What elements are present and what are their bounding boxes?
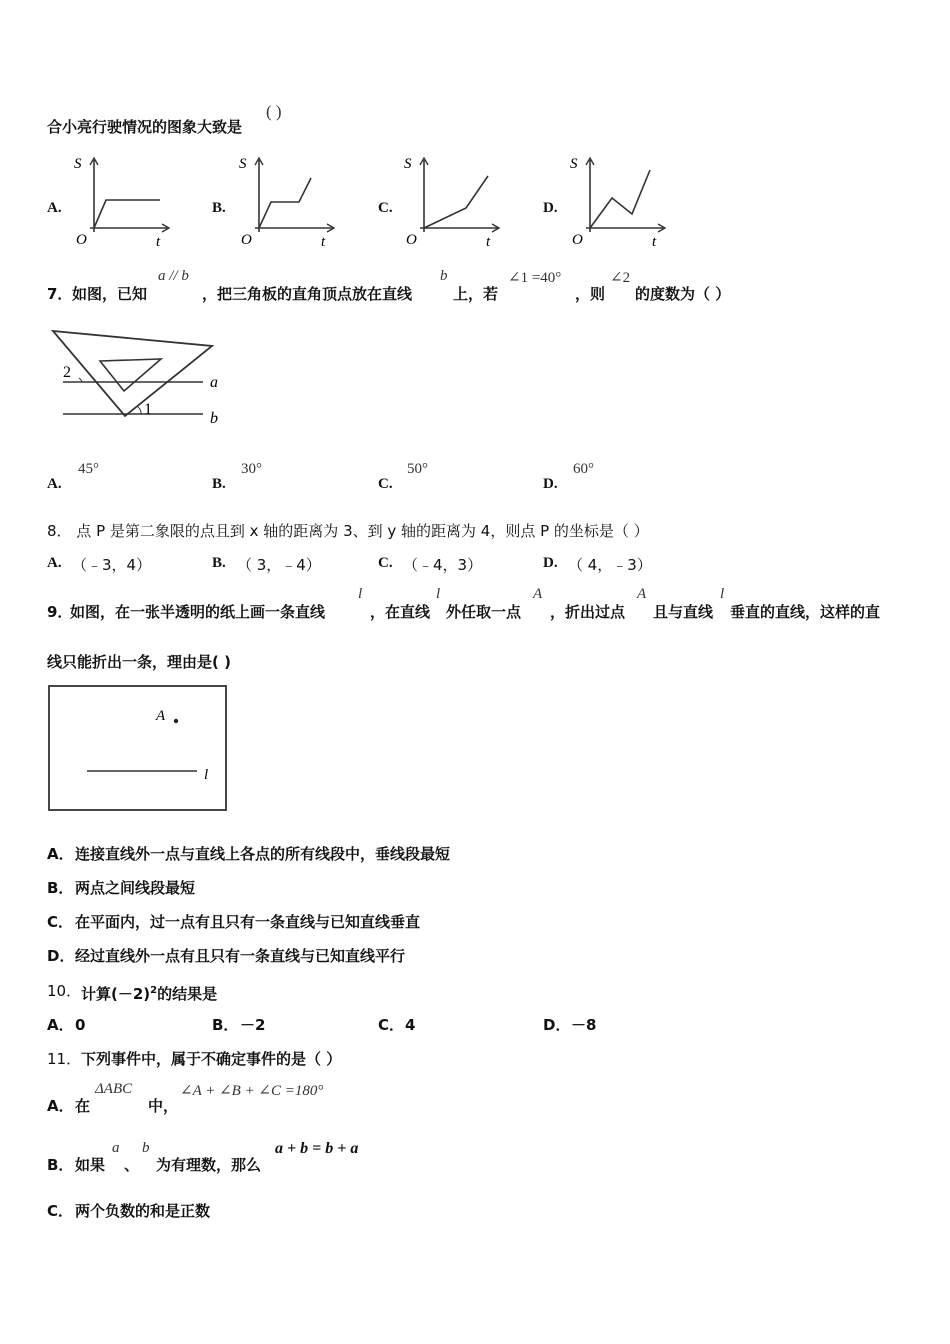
q10-option-a-value: 0 — [75, 1016, 86, 1034]
q10-text-2: 的结果是 — [157, 985, 218, 1003]
q10-option-a-label[interactable]: A． — [47, 1016, 74, 1034]
q7-math-b: b — [440, 268, 448, 284]
q10-exponent: 2 — [150, 985, 158, 996]
line-l-label: l — [204, 767, 209, 783]
q7-text-1: 如图，已知 — [72, 285, 148, 303]
q9-option-a-label[interactable]: A． — [47, 845, 74, 863]
q7-option-a-value: 45° — [78, 461, 99, 477]
graph-line — [590, 170, 650, 228]
q7-text-4: ，则 — [575, 285, 606, 303]
line-b-label: b — [210, 410, 218, 427]
q9-text-2: ，在直线 — [370, 603, 431, 621]
q11-option-b-math-a: a — [112, 1140, 120, 1156]
q6-option-a-label[interactable]: A. — [47, 200, 62, 216]
q10-option-d-label[interactable]: D． — [543, 1016, 571, 1034]
q11-stem: 下列事件中，属于不确定事件的是（ ） — [81, 1050, 342, 1068]
q6-graph-b — [235, 150, 345, 250]
q9-option-c-label[interactable]: C． — [47, 913, 74, 931]
origin-label: O — [241, 232, 252, 248]
q8-option-d-label[interactable]: D. — [543, 555, 558, 571]
origin-label: O — [572, 232, 583, 248]
q9-text-4: ，折出过点 — [550, 603, 626, 621]
q9-text-6: 垂直的直线，这样的直 — [730, 603, 881, 621]
axis-s-label: S — [570, 156, 578, 172]
q9-text-1: 如图，在一张半透明的纸上画一条直线 — [70, 603, 326, 621]
q8-option-b-label[interactable]: B. — [212, 555, 226, 571]
q9-math-l-3: l — [720, 586, 725, 602]
paper-rect — [49, 686, 226, 810]
q6-graph-c — [400, 150, 510, 250]
q11-option-b-math-commutative: a + b = b + a — [275, 1140, 359, 1157]
q9-option-b-text: 两点之间线段最短 — [75, 879, 196, 897]
q10-option-d-value: －8 — [571, 1016, 597, 1034]
q10-option-c-value: 4 — [405, 1016, 416, 1034]
q11-option-b-label[interactable]: B． — [47, 1156, 74, 1174]
q10-text-1: 计算(－2) — [81, 985, 151, 1003]
q7-math-a-parallel-b: a // b — [158, 268, 189, 284]
q6-graph-d — [566, 150, 676, 250]
q7-option-d-value: 60° — [573, 461, 594, 477]
q11-option-a-text-1: 在 — [75, 1097, 91, 1115]
axis-s-label: S — [74, 156, 82, 172]
axis-s-label: S — [404, 156, 412, 172]
angle1-arc — [138, 407, 141, 414]
q9-math-a-1: A — [533, 586, 543, 602]
axis-s-label: S — [239, 156, 247, 172]
q7-text-3: 上，若 — [453, 285, 499, 303]
q7-text-5: 的度数为（ ） — [635, 285, 731, 303]
q8-option-c-label[interactable]: C. — [378, 555, 393, 571]
q9-math-a-2: A — [637, 586, 647, 602]
triangle-ruler-inner — [100, 359, 161, 391]
q11-option-b-text-2: 、 — [124, 1156, 140, 1174]
q11-option-a-math-triangle: ΔABC — [95, 1081, 133, 1097]
q9-option-c-text: 在平面内，过一点有且只有一条直线与已知直线垂直 — [75, 913, 421, 931]
q9-text-3: 外任取一点 — [446, 603, 522, 621]
q9-number: 9． — [47, 603, 73, 621]
line-a-label: a — [210, 374, 218, 391]
q11-option-c-label[interactable]: C． — [47, 1202, 74, 1220]
q6-option-d-label[interactable]: D. — [543, 200, 558, 216]
triangle-ruler-outer — [53, 331, 212, 416]
q7-option-b-label[interactable]: B. — [212, 476, 226, 492]
axis-t-label: t — [321, 234, 326, 250]
q9-option-d-text: 经过直线外一点有且只有一条直线与已知直线平行 — [75, 947, 406, 965]
graph-line — [94, 200, 160, 228]
q10-option-b-value: －2 — [240, 1016, 266, 1034]
q7-option-c-label[interactable]: C. — [378, 476, 393, 492]
point-a — [174, 719, 178, 723]
q9-figure — [45, 683, 235, 815]
q6-graph-a — [70, 150, 180, 250]
q11-option-a-label[interactable]: A． — [47, 1097, 74, 1115]
q8-option-c-value: （﹣4，3） — [403, 556, 483, 574]
q6-option-b-label[interactable]: B. — [212, 200, 226, 216]
q7-text-2: ，把三角板的直角顶点放在直线 — [202, 285, 413, 303]
q9-text-5: 且与直线 — [653, 603, 714, 621]
q11-option-c-text: 两个负数的和是正数 — [75, 1202, 211, 1220]
origin-label: O — [76, 232, 87, 248]
q11-option-b-text-1: 如果 — [75, 1156, 106, 1174]
q9-math-l-1: l — [358, 586, 363, 602]
q7-number: 7． — [47, 285, 73, 303]
angle2-label: 2 — [63, 364, 71, 381]
q9-option-b-label[interactable]: B． — [47, 879, 74, 897]
q6-stem: 合小亮行驶情况的图象大致是 — [47, 118, 243, 136]
q7-option-d-label[interactable]: D. — [543, 476, 558, 492]
q7-option-c-value: 50° — [407, 461, 428, 477]
q7-option-a-label[interactable]: A. — [47, 476, 62, 492]
q8-option-a-value: （﹣3，4） — [72, 556, 152, 574]
q7-math-angle2: ∠2 — [610, 270, 631, 286]
q11-option-b-text-3: 为有理数，那么 — [156, 1156, 262, 1174]
q7-figure — [45, 325, 245, 435]
q11-number: 11． — [47, 1050, 82, 1068]
q8-stem: 8． 点 P 是第二象限的点且到 x 轴的距离为 3、到 y 轴的距离为 4，则点 P 的坐标是（ ） — [47, 522, 649, 540]
q7-math-angle1: ∠1 =40° — [508, 270, 562, 286]
q8-option-d-value: （ 4，﹣3） — [568, 556, 652, 574]
q9-option-d-label[interactable]: D． — [47, 947, 75, 965]
point-a-label: A — [156, 708, 166, 724]
q9-text-line2: 线只能折出一条，理由是( ) — [47, 653, 231, 671]
q9-option-a-text: 连接直线外一点与直线上各点的所有线段中，垂线段最短 — [75, 845, 451, 863]
q6-option-c-label[interactable]: C. — [378, 200, 393, 216]
q10-option-b-label[interactable]: B． — [212, 1016, 239, 1034]
q9-math-l-2: l — [436, 586, 441, 602]
graph-line — [259, 178, 311, 228]
q7-option-b-value: 30° — [241, 461, 262, 477]
origin-label: O — [406, 232, 417, 248]
graph-line — [424, 176, 488, 228]
q11-option-b-math-b: b — [142, 1140, 150, 1156]
q6-answer-paren: ( ) — [266, 102, 282, 121]
angle1-label: 1 — [144, 401, 152, 418]
q10-option-c-label[interactable]: C． — [378, 1016, 405, 1034]
q8-option-a-label[interactable]: A. — [47, 555, 62, 571]
q8-option-b-value: （ 3，﹣4） — [237, 556, 321, 574]
q11-option-a-math-angles: ∠A + ∠B + ∠C =180° — [180, 1083, 324, 1099]
q11-option-a-text-2: 中， — [148, 1097, 179, 1115]
axis-t-label: t — [652, 234, 657, 250]
axis-t-label: t — [156, 234, 161, 250]
axis-t-label: t — [486, 234, 491, 250]
q10-number: 10． — [47, 982, 82, 1000]
q10-stem — [81, 981, 217, 1004]
